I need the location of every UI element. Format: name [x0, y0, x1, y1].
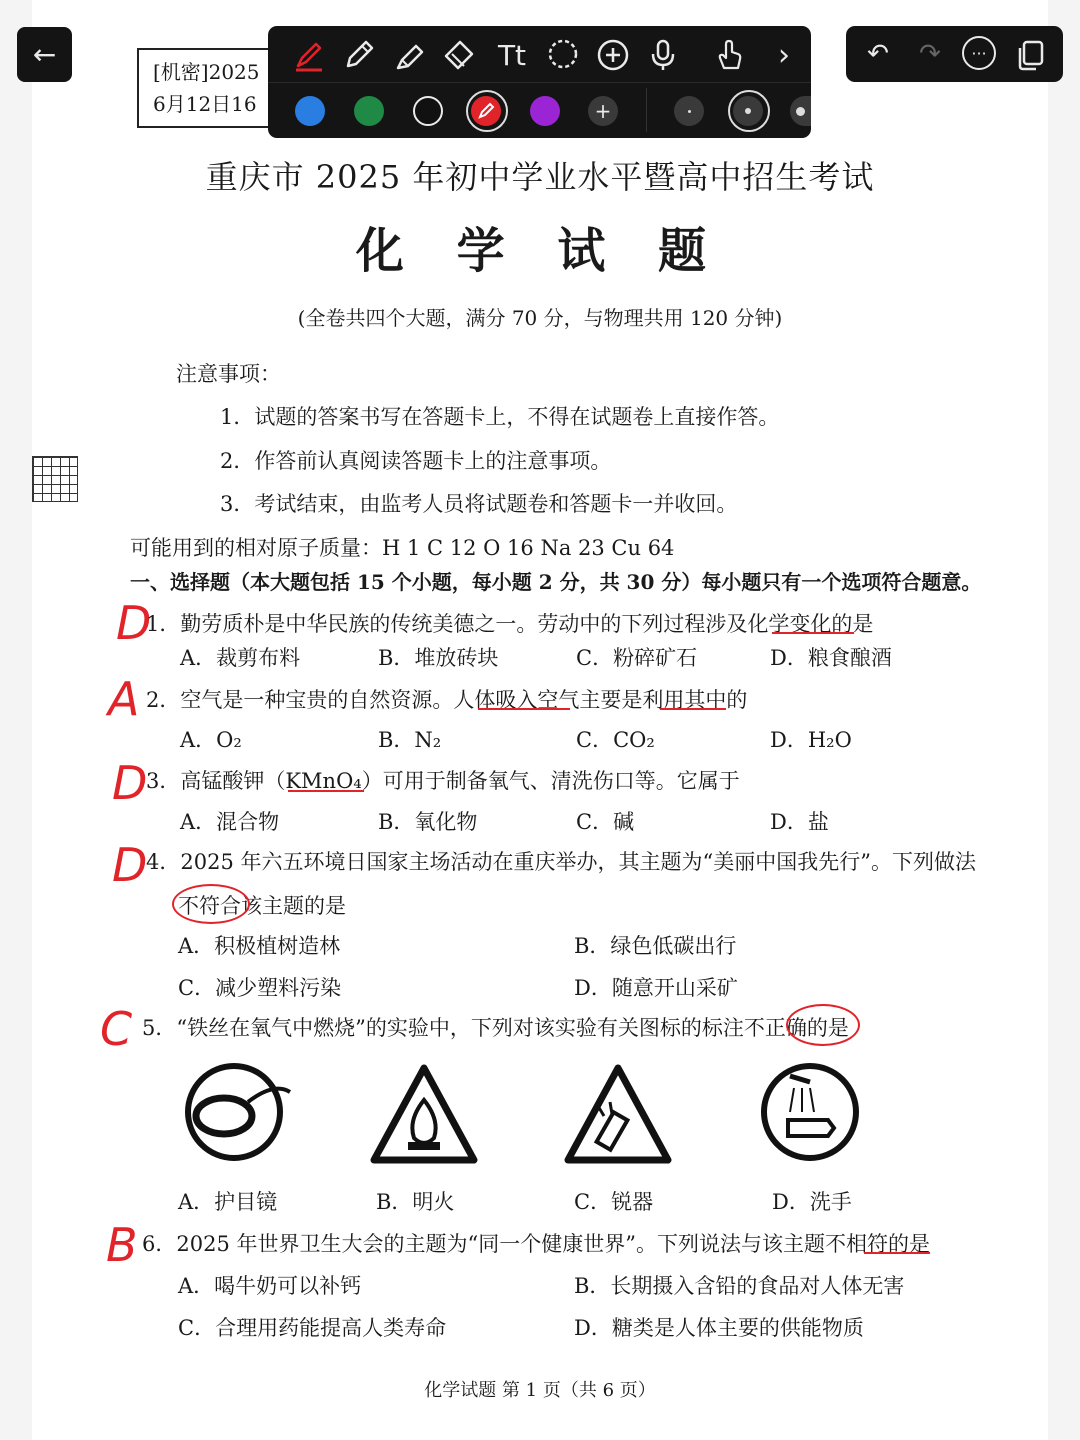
size-dot	[745, 108, 751, 114]
question-stem: 2．空气是一种宝贵的自然资源。人体吸入空气主要是利用其中的	[146, 688, 748, 712]
secret-line-2: 6月12日16	[153, 92, 257, 116]
open-flame-icon	[368, 1062, 480, 1166]
red-underline	[288, 790, 364, 792]
handwritten-answer: D	[112, 756, 148, 810]
color-swatch-blue[interactable]	[295, 96, 325, 126]
color-swatch-purple[interactable]	[530, 96, 560, 126]
red-circle-mark	[786, 1004, 860, 1046]
option: B．氧化物	[378, 810, 478, 834]
option: A．混合物	[180, 810, 280, 834]
option: C．锐器	[574, 1190, 654, 1214]
red-underline	[772, 632, 854, 634]
option: D．洗手	[772, 1190, 852, 1214]
option: A．O₂	[180, 728, 242, 752]
section-heading: 一、选择题（本大题包括 15 个小题，每小题 2 分，共 30 分）每小题只有一个选项符合题意。	[130, 570, 982, 594]
pencil-tool-icon[interactable]	[342, 38, 376, 72]
text-tool-icon[interactable]: Tt	[497, 38, 527, 72]
option: A．裁剪布料	[180, 646, 301, 670]
option: B．明火	[376, 1190, 455, 1214]
handwritten-answer: B	[106, 1218, 138, 1272]
stroke-size-small[interactable]	[674, 96, 704, 126]
option: C．CO₂	[576, 728, 655, 752]
exam-subtitle: (全卷共四个大题，满分 70 分，与物理共用 120 分钟)	[297, 306, 783, 330]
option: C．碱	[576, 810, 635, 834]
pen-toolbar	[268, 26, 811, 138]
back-button[interactable]	[17, 27, 72, 82]
option: D．糖类是人体主要的供能物质	[574, 1316, 864, 1340]
option: B．堆放砖块	[378, 646, 499, 670]
goggles-icon	[178, 1062, 296, 1162]
option: D．H₂O	[770, 728, 852, 752]
option: B．绿色低碳出行	[574, 934, 737, 958]
divider	[646, 88, 647, 132]
question-stem: 5．“铁丝在氧气中燃烧”的实验中，下列对该实验有关图标的标注不正确的是	[142, 1016, 849, 1040]
microphone-icon[interactable]	[646, 38, 680, 72]
pen-tool-icon[interactable]	[292, 38, 326, 72]
exam-title: 重庆市 2025 年初中学业水平暨高中招生考试	[205, 158, 875, 196]
note-item: 3．考试结束，由监考人员将试题卷和答题卡一并收回。	[220, 492, 738, 516]
arrow-left-icon: ←	[32, 38, 57, 71]
note-item: 2．作答前认真阅读答题卡上的注意事项。	[220, 449, 612, 473]
eraser-tool-icon[interactable]	[442, 38, 476, 72]
lasso-tool-icon[interactable]	[546, 38, 580, 72]
question-stem-cont: 不符合该主题的是	[178, 894, 346, 918]
option: D．盐	[770, 810, 829, 834]
highlighter-tool-icon[interactable]	[392, 38, 426, 72]
red-circle-mark	[172, 884, 250, 924]
stroke-size-medium[interactable]	[733, 96, 763, 126]
sharp-object-icon	[562, 1062, 674, 1166]
red-underline	[660, 708, 726, 710]
notes-heading: 注意事项：	[176, 362, 281, 386]
color-swatch-green[interactable]	[354, 96, 384, 126]
finger-draw-icon[interactable]	[712, 38, 746, 72]
red-underline	[478, 708, 570, 710]
size-dot	[796, 107, 805, 116]
option: A．护目镜	[178, 1190, 278, 1214]
secret-line-1: [机密]2025	[153, 60, 260, 84]
question-stem: 6．2025 年世界卫生大会的主题为“同一个健康世界”。下列说法与该主题不相符的是	[142, 1232, 930, 1256]
more-tools-chevron-icon[interactable]: ›	[778, 37, 790, 73]
more-options-icon[interactable]: ···	[962, 36, 996, 70]
secret-stamp-box	[137, 48, 287, 128]
document-actions-bar	[846, 26, 1063, 82]
option: B．N₂	[378, 728, 442, 752]
option: A．积极植树造林	[178, 934, 341, 958]
option: B．长期摄入含铅的食品对人体无害	[574, 1274, 905, 1298]
option: A．喝牛奶可以补钙	[178, 1274, 362, 1298]
option: C．减少塑料污染	[178, 976, 342, 1000]
redo-icon[interactable]: ↷	[919, 39, 941, 69]
grid-icon	[32, 456, 78, 502]
handwritten-answer: D	[116, 596, 152, 650]
option: D．粮食酿酒	[770, 646, 892, 670]
undo-icon[interactable]: ↶	[867, 39, 889, 69]
handwritten-answer: A	[108, 672, 140, 726]
handwritten-answer: D	[112, 838, 148, 892]
option: D．随意开山采矿	[574, 976, 738, 1000]
note-item: 1．试题的答案书写在答题卡上，不得在试题卷上直接作答。	[220, 405, 780, 429]
add-shape-icon[interactable]	[596, 38, 630, 72]
question-stem: 3．高锰酸钾（KMnO₄）可用于制备氧气、清洗伤口等。它属于	[146, 769, 740, 793]
add-color-button[interactable]: +	[588, 96, 618, 126]
question-stem: 4．2025 年六五环境日国家主场活动在重庆举办，其主题为“美丽中国我先行”。下列做法	[146, 850, 976, 874]
atomic-masses: 可能用到的相对原子质量：H 1 C 12 O 16 Na 23 Cu 64	[130, 536, 675, 560]
page-footer: 化学试题 第 1 页（共 6 页）	[424, 1380, 656, 1401]
copy-pages-icon[interactable]	[1014, 38, 1048, 72]
question-stem: 1．勤劳质朴是中华民族的传统美德之一。劳动中的下列过程涉及化学变化的是	[146, 612, 874, 636]
handwritten-answer: C	[100, 1002, 133, 1056]
pen-selected-icon	[475, 100, 497, 122]
hand-wash-icon	[760, 1062, 860, 1162]
size-dot	[688, 110, 691, 113]
red-underline	[864, 1252, 930, 1254]
subject-title: 化 学 试 题	[355, 223, 725, 279]
option: C．合理用药能提高人类寿命	[178, 1316, 447, 1340]
option: C．粉碎矿石	[576, 646, 698, 670]
color-swatch-black[interactable]	[413, 96, 443, 126]
